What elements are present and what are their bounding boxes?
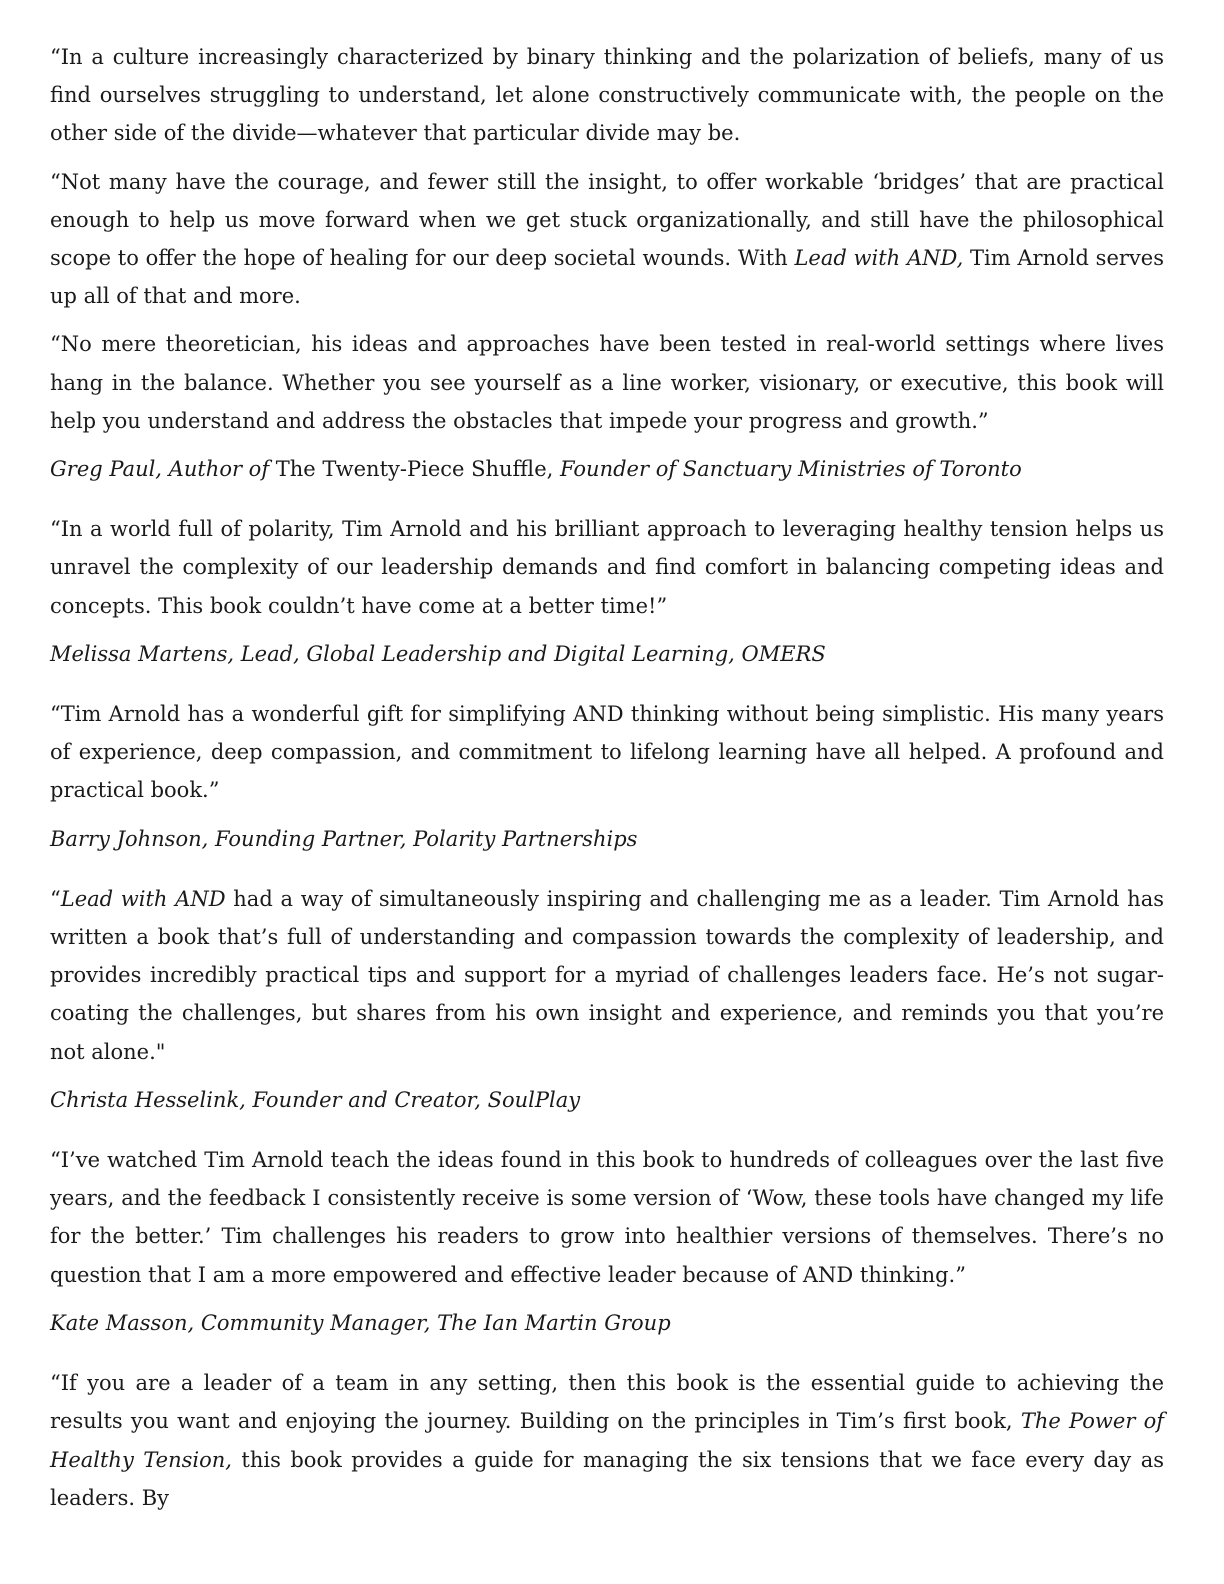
endorsement-greg-paul xyxy=(50,38,1164,488)
attribution: Barry Johnson, Founding Partner, Polarity Partnerships xyxy=(50,826,638,851)
attribution: Christa Hesselink, Founder and Creator, SoulPlay xyxy=(50,1087,581,1112)
quote-text: “Not many have the courage, and fewer still the insight, to offer workable ‘bridges’ that are practical enough to help us move forward when we get stuck organizationally, and still have the philosophical scope to offer the hope of healing for our deep societal wounds. With xyxy=(50,169,1164,271)
book-title: The Twenty-Piece Shuffle, xyxy=(275,457,554,482)
endorsement-melissa-martens xyxy=(50,510,1164,673)
quote-text: “If you are a leader of a team in any setting, then this book is the essential guide to achieving the results you want and enjoying the journey. Building on the principles in Tim’s first book, xyxy=(50,1371,1164,1434)
quote-text: “ xyxy=(50,886,61,911)
quote-paragraph xyxy=(50,1364,1164,1517)
quote-text: had a way of simultaneously inspiring and challenging me as a leader. Tim Arnold has written a book that’s full of understanding and compassion towards the complexity of leadership, and provides incredibly practical tips and support for a myriad of challenges leaders face. He’s not sugar-coating the challenges, but shares from his own insight and experience, and reminds you that you’re not alone." xyxy=(50,886,1164,1064)
attribution xyxy=(50,450,1164,488)
quote-paragraph: “No mere theoretician, his ideas and approaches have been tested in real-world settings where lives hang in the balance. Whether you see yourself as a line worker, visionary, or executive, this book will help you understand and address the obstacles that impede your progress and growth.” xyxy=(50,332,1164,433)
endorsements-page xyxy=(50,38,1164,1517)
attribution-text: Founder of Sanctuary Ministries of Toronto xyxy=(553,457,1022,482)
quote-text: this book provides a guide for managing the six tensions that we face every day as leaders. By xyxy=(50,1447,1164,1510)
endorsement-barry-johnson xyxy=(50,695,1164,858)
endorsement-kate-masson xyxy=(50,1141,1164,1342)
book-title: Lead with AND, xyxy=(794,246,964,271)
book-title: Lead with AND xyxy=(60,886,226,911)
quote-text: Tim Arnold serves up all of that and more. xyxy=(50,246,1164,309)
quote-paragraph: “In a culture increasingly characterized by binary thinking and the polarization of beliefs, many of us find ourselves struggling to understand, let alone constructively communicate with, the people on the other side of the divide—whatever that particular divide may be. xyxy=(50,45,1164,146)
endorsement-christa-hesselink xyxy=(50,880,1164,1119)
quote-paragraph xyxy=(50,880,1164,1071)
quote-paragraph: “Tim Arnold has a wonderful gift for simplifying AND thinking without being simplistic. His many years of experience, deep compassion, and commitment to lifelong learning have all helped. A profound and practical book.” xyxy=(50,702,1164,803)
quote-paragraph xyxy=(50,163,1164,316)
attribution-text: Greg Paul, Author of xyxy=(50,457,276,482)
quote-paragraph: “I’ve watched Tim Arnold teach the ideas found in this book to hundreds of colleagues over the last five years, and the feedback I consistently receive is some version of ‘Wow, these tools have changed my life for the better.’ Tim challenges his readers to grow into healthier versions of themselves. There’s no question that I am a more empowered and effective leader because of AND thinking.” xyxy=(50,1148,1164,1287)
quote-paragraph: “In a world full of polarity, Tim Arnold and his brilliant approach to leveraging healthy tension helps us unravel the complexity of our leadership demands and find comfort in balancing competing ideas and concepts. This book couldn’t have come at a better time!” xyxy=(50,517,1164,618)
endorsement-continuing xyxy=(50,1364,1164,1517)
attribution: Melissa Martens, Lead, Global Leadership and Digital Learning, OMERS xyxy=(50,641,826,666)
book-title: The Power of Healthy Tension, xyxy=(50,1409,1164,1472)
attribution: Kate Masson, Community Manager, The Ian Martin Group xyxy=(50,1310,671,1335)
